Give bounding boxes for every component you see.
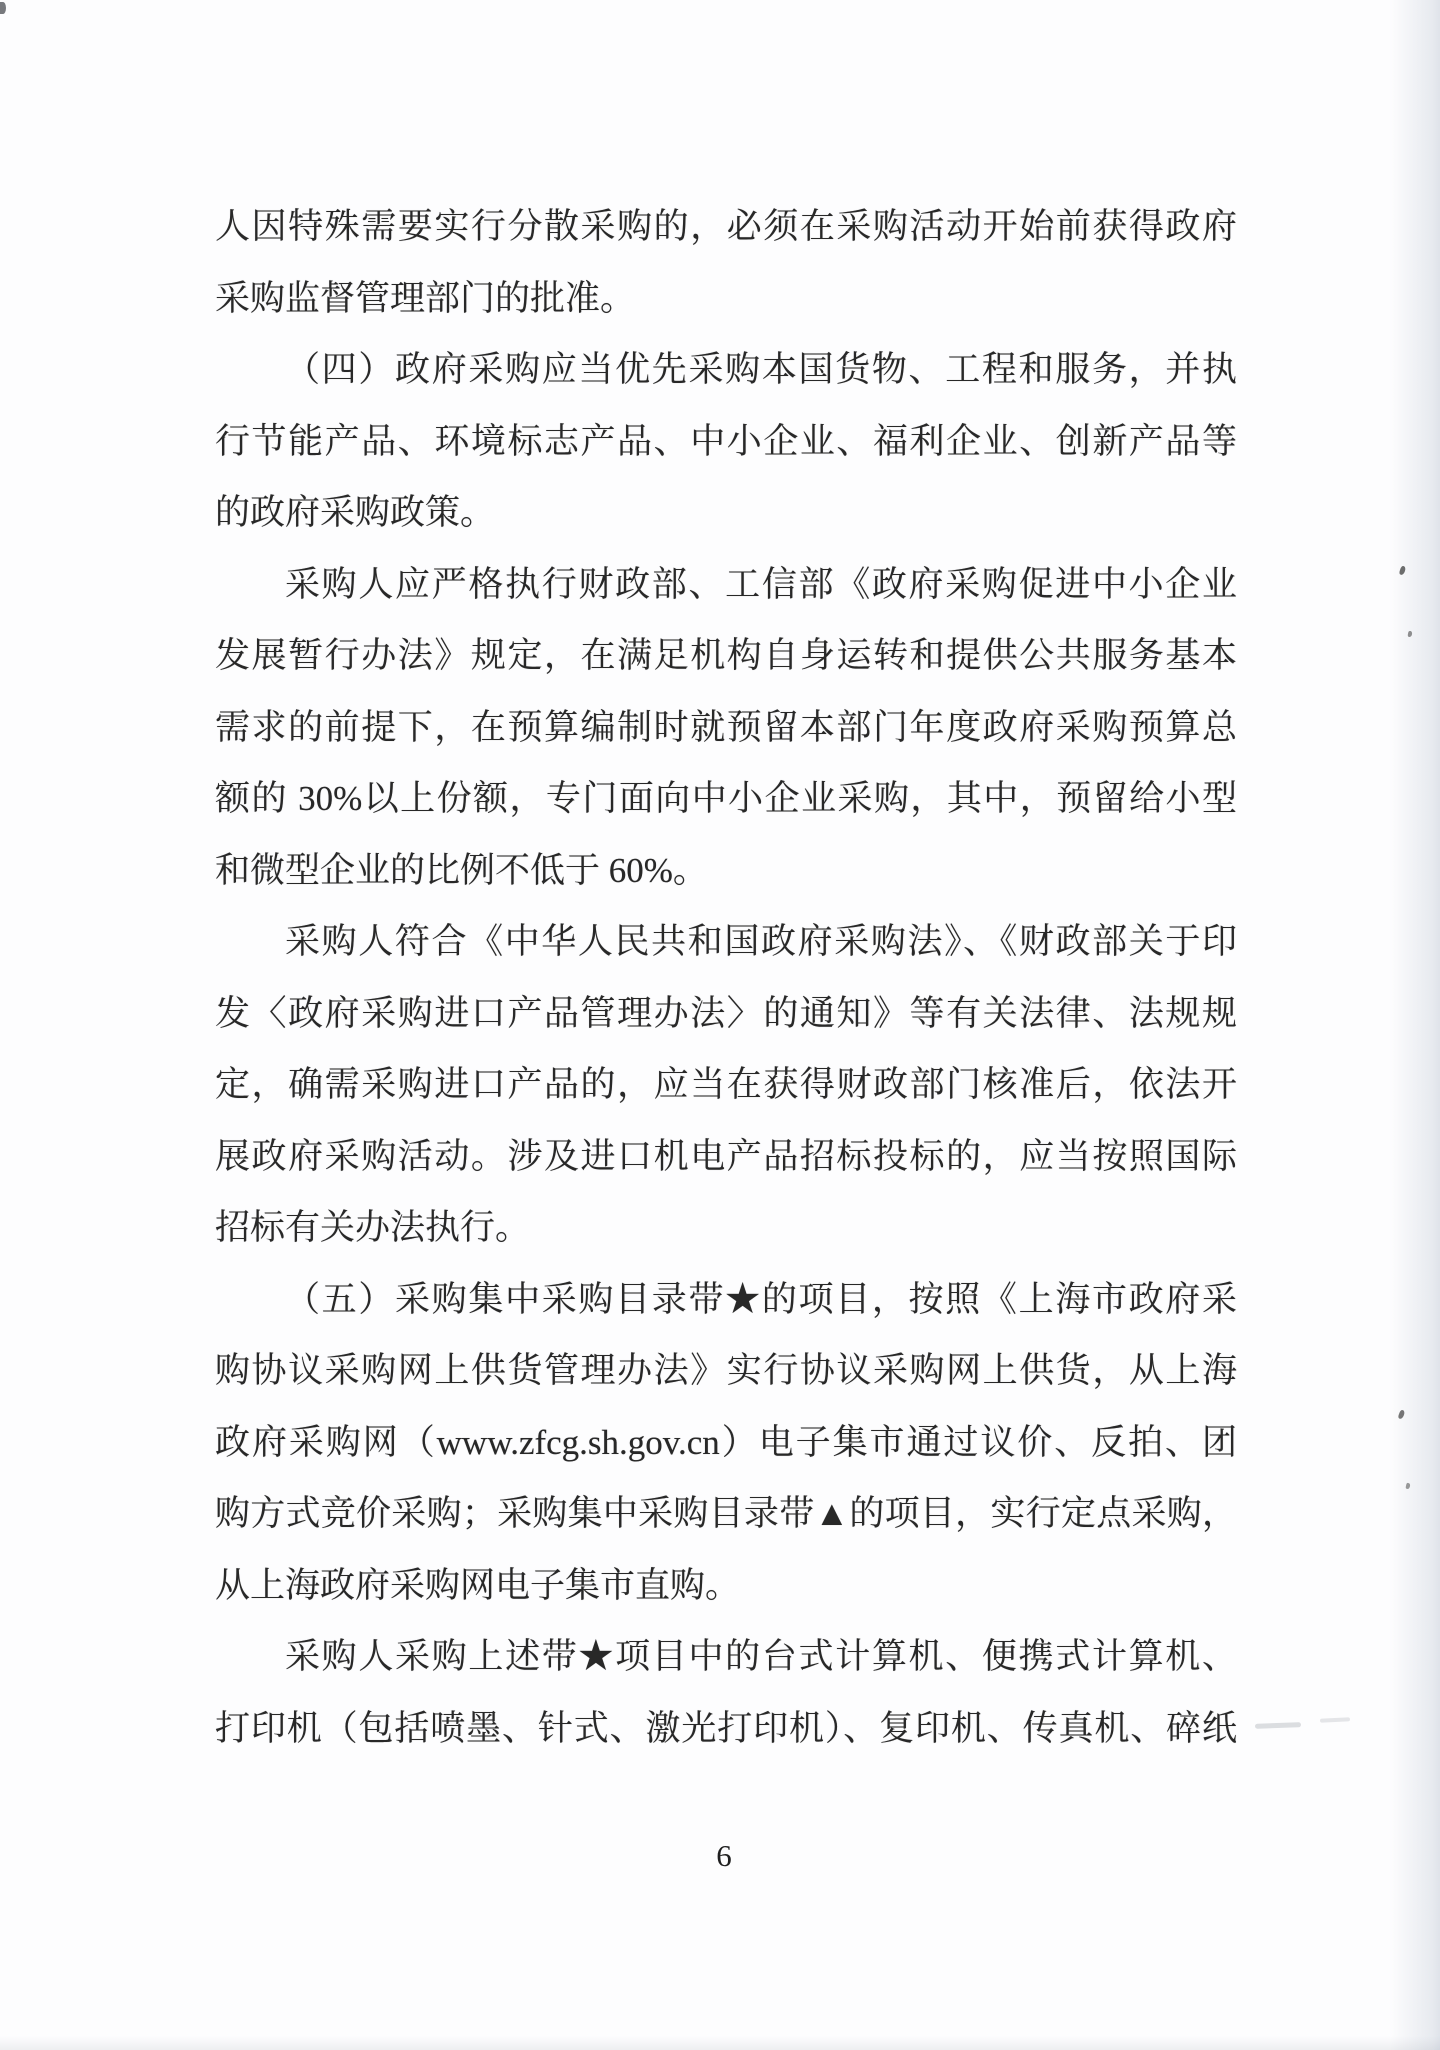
text-line: 政府采购网（www.zfcg.sh.gov.cn）电子集市通过议价、反拍、团 xyxy=(215,1422,1237,1462)
text-line: 额的 30%以上份额，专门面向中小企业采购，其中，预留给小型 xyxy=(215,779,1237,818)
text-line: 招标有关办法执行。 xyxy=(215,1208,531,1247)
text-line: 采购人采购上述带★项目中的台式计算机、便携式计算机、 xyxy=(285,1637,1237,1676)
text-line: 购协议采购网上供货管理办法》实行协议采购网上供货，从上海 xyxy=(215,1351,1237,1390)
text-line: 发〈政府采购进口产品管理办法〉的通知》等有关法律、法规规 xyxy=(215,993,1237,1033)
text-line: 从上海政府采购网电子集市直购。 xyxy=(215,1565,741,1605)
text-line: 采购人应严格执行财政部、工信部《政府采购促进中小企业 xyxy=(285,564,1237,604)
scan-speck xyxy=(1398,1409,1406,1419)
scan-speck xyxy=(1408,631,1413,638)
text-line: 发展暂行办法》规定，在满足机构自身运转和提供公共服务基本 xyxy=(215,636,1237,675)
text-line: （五）采购集中采购目录带★的项目，按照《上海市政府采 xyxy=(285,1279,1237,1319)
text-line: 展政府采购活动。涉及进口机电产品招标投标的，应当按照国际 xyxy=(215,1136,1237,1176)
text-line: 需求的前提下，在预算编制时就预留本部门年度政府采购预算总 xyxy=(215,707,1237,747)
scan-speck xyxy=(1405,1483,1410,1490)
scan-speck xyxy=(1399,565,1407,575)
text-line: 行节能产品、环境标志产品、中小企业、福利企业、创新产品等 xyxy=(215,421,1237,461)
text-line: 采购人符合《中华人民共和国政府采购法》、《财政部关于印 xyxy=(285,922,1237,961)
page-number: 6 xyxy=(716,1838,732,1873)
text-line: 和微型企业的比例不低于 60%。 xyxy=(215,850,708,890)
text-line: 的政府采购政策。 xyxy=(215,493,496,532)
scan-corner-artifact xyxy=(0,2,6,14)
document-body xyxy=(215,191,1237,1764)
text-line: 打印机（包括喷墨、针式、激光打印机）、复印机、传真机、碎纸 xyxy=(215,1708,1237,1748)
scan-smudge xyxy=(1320,1717,1350,1723)
text-line: （四）政府采购应当优先采购本国货物、工程和服务，并执 xyxy=(285,350,1237,389)
text-line: 购方式竞价采购；采购集中采购目录带▲的项目，实行定点采购， xyxy=(215,1494,1237,1533)
text-line: 采购监督管理部门的批准。 xyxy=(215,278,636,318)
text-line: 定，确需采购进口产品的，应当在获得财政部门核准后，依法开 xyxy=(215,1065,1237,1104)
text-line: 人因特殊需要实行分散采购的，必须在采购活动开始前获得政府 xyxy=(215,207,1237,246)
scan-smudge xyxy=(1255,1722,1301,1729)
